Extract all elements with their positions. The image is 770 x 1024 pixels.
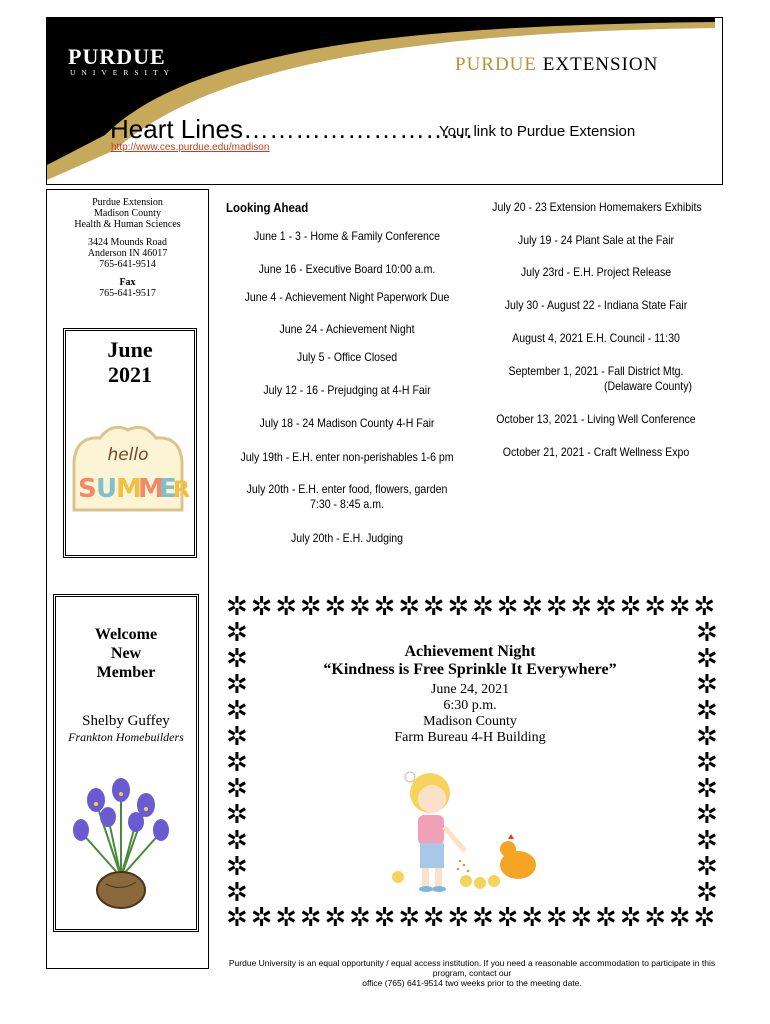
border-star-icon: ✲	[521, 592, 543, 622]
border-star-icon: ✲	[324, 592, 347, 622]
achievement-location: Madison County	[423, 714, 517, 729]
event-item: July 19 - 24 Plant Sale at the Fair	[517, 233, 675, 247]
border-star-icon: ✲	[373, 592, 396, 622]
border-star-icon: ✲	[696, 670, 718, 700]
border-star-icon: ✲	[693, 592, 716, 622]
svg-text:S: S	[78, 474, 97, 504]
border-star-icon: ✲	[696, 748, 718, 778]
border-star-icon: ✲	[595, 903, 617, 933]
extension-logo-extension: EXTENSION	[542, 54, 659, 75]
equal-opportunity-notice	[222, 958, 722, 988]
event-item: July 19th - E.H. enter non-perishables 1-6 pm	[240, 450, 454, 464]
iris-flowers-image	[66, 772, 176, 910]
event-item: July 12 - 16 - Prejudging at 4-H Fair	[263, 383, 431, 397]
month-title	[63, 337, 197, 387]
border-star-icon: ✲	[324, 903, 347, 933]
border-star-icon: ✲	[472, 903, 494, 933]
welcome-line: Welcome	[94, 626, 158, 643]
border-star-icon: ✲	[349, 592, 371, 622]
border-star-icon: ✲	[226, 774, 248, 804]
border-star-icon: ✲	[226, 670, 248, 700]
svg-text:M: M	[138, 474, 164, 504]
achievement-theme: “Kindness is Free Sprinkle It Everywhere”	[323, 661, 617, 678]
border-star-icon: ✲	[496, 592, 519, 622]
event-item-continued: 7:30 - 8:45 a.m.	[310, 497, 384, 511]
achievement-time: 6:30 p.m.	[443, 698, 497, 713]
achievement-date: June 24, 2021	[430, 682, 510, 697]
border-star-icon: ✲	[696, 696, 718, 726]
office-line: Madison County	[94, 208, 161, 219]
border-star-icon: ✲	[668, 903, 691, 933]
border-star-icon: ✲	[250, 903, 273, 933]
border-star-icon: ✲	[696, 774, 718, 804]
girl-feeding-chicks-image	[380, 765, 550, 900]
border-star-icon: ✲	[299, 903, 322, 933]
event-item: October 13, 2021 - Living Well Conference	[496, 412, 696, 426]
office-address: Anderson IN 46017	[87, 248, 168, 259]
border-star-icon: ✲	[696, 722, 718, 752]
event-item-continued: (Delaware County)	[603, 379, 693, 393]
masthead-swoosh	[0, 0, 770, 190]
border-star-icon: ✲	[422, 592, 445, 622]
event-item: July 20th - E.H. enter food, flowers, garden	[246, 482, 448, 496]
member-name: Shelby Guffey	[82, 713, 170, 729]
hello-summer-image	[66, 422, 190, 516]
event-item: June 16 - Executive Board 10:00 a.m.	[258, 262, 436, 276]
border-star-icon: ✲	[422, 903, 445, 933]
border-star-icon: ✲	[696, 826, 718, 856]
event-item: July 30 - August 22 - Indiana State Fair	[504, 298, 688, 312]
notice-line: Purdue University is an equal opportunity / equal access institution. If you need a reasonable accommodation to participate in this program, contact our	[228, 958, 716, 978]
office-address: 3424 Mounds Road	[88, 237, 167, 248]
border-star-icon: ✲	[226, 696, 248, 726]
website-link[interactable]: http://www.ces.purdue.edu/madison	[111, 142, 270, 153]
border-star-icon: ✲	[472, 592, 494, 622]
border-star-icon: ✲	[545, 903, 568, 933]
border-star-icon: ✲	[693, 903, 716, 933]
svg-text:E: E	[159, 474, 177, 504]
newsletter-title: Heart Lines……………………...	[110, 114, 473, 144]
notice-line: office (765) 641-9514 two weeks prior to the meeting date.	[362, 978, 582, 988]
border-star-icon: ✲	[226, 592, 248, 622]
purdue-logo: PURDUE	[68, 44, 166, 69]
border-star-icon: ✲	[226, 644, 248, 674]
member-club: Frankton Homebuilders	[68, 730, 184, 744]
border-star-icon: ✲	[275, 903, 297, 933]
border-star-icon: ✲	[226, 722, 248, 752]
welcome-line: New	[110, 645, 142, 662]
border-star-icon: ✲	[644, 592, 666, 622]
event-item: June 4 - Achievement Night Paperwork Due	[244, 290, 450, 304]
border-star-icon: ✲	[696, 644, 718, 674]
fax-label: Fax	[119, 277, 136, 288]
newsletter-tagline: Your link to Purdue Extension	[439, 123, 636, 140]
achievement-title: Achievement Night	[404, 643, 536, 660]
event-item: June 24 - Achievement Night	[279, 322, 415, 336]
border-star-icon: ✲	[226, 852, 248, 882]
svg-text:M: M	[116, 474, 142, 504]
border-star-icon: ✲	[250, 592, 273, 622]
svg-text:hello: hello	[107, 445, 149, 465]
border-star-icon: ✲	[226, 800, 248, 830]
office-line: Health & Human Sciences	[74, 219, 181, 230]
event-item: June 1 - 3 - Home & Family Conference	[253, 229, 441, 243]
purdue-university-wordmark: UNIVERSITY	[70, 68, 175, 77]
border-star-icon: ✲	[398, 592, 420, 622]
event-item: October 21, 2021 - Craft Wellness Expo	[502, 445, 690, 459]
month-name: June	[107, 337, 153, 362]
border-star-icon: ✲	[570, 592, 593, 622]
border-star-icon: ✲	[226, 826, 248, 856]
event-item: July 5 - Office Closed	[296, 350, 398, 364]
event-item: July 20th - E.H. Judging	[290, 531, 404, 545]
event-item: August 4, 2021 E.H. Council - 11:30	[512, 331, 680, 345]
border-star-icon: ✲	[595, 592, 617, 622]
border-star-icon: ✲	[644, 903, 666, 933]
event-item: July 23rd - E.H. Project Release	[520, 265, 672, 279]
office-fax: 765-641-9517	[99, 288, 156, 299]
border-star-icon: ✲	[619, 903, 642, 933]
office-line: Purdue Extension	[92, 197, 163, 208]
border-star-icon: ✲	[545, 592, 568, 622]
border-star-icon: ✲	[349, 903, 371, 933]
border-star-icon: ✲	[619, 592, 642, 622]
border-star-icon: ✲	[696, 618, 718, 648]
border-star-icon: ✲	[696, 878, 718, 908]
border-star-icon: ✲	[398, 903, 420, 933]
purdue-extension-logo	[455, 54, 658, 76]
border-star-icon: ✲	[668, 592, 691, 622]
event-item: September 1, 2021 - Fall District Mtg.	[508, 364, 684, 378]
border-star-icon: ✲	[447, 903, 470, 933]
achievement-building: Farm Bureau 4-H Building	[394, 730, 546, 745]
border-star-icon: ✲	[496, 903, 519, 933]
looking-ahead-heading: Looking Ahead	[226, 200, 309, 215]
border-star-icon: ✲	[299, 592, 322, 622]
event-item: July 18 - 24 Madison County 4-H Fair	[259, 416, 435, 430]
border-star-icon: ✲	[696, 852, 718, 882]
border-star-icon: ✲	[447, 592, 470, 622]
office-phone: 765-641-9514	[99, 259, 156, 270]
border-star-icon: ✲	[521, 903, 543, 933]
welcome-line: Member	[96, 664, 156, 681]
border-star-icon: ✲	[570, 903, 593, 933]
border-star-icon: ✲	[226, 748, 248, 778]
welcome-heading	[53, 625, 199, 682]
event-item: July 20 - 23 Extension Homemakers Exhibits	[492, 200, 702, 214]
svg-text:U: U	[96, 474, 118, 504]
month-year: 2021	[108, 362, 152, 387]
border-star-icon: ✲	[696, 800, 718, 830]
border-star-icon: ✲	[226, 618, 248, 648]
border-star-icon: ✲	[226, 878, 248, 908]
extension-logo-purdue: PURDUE	[455, 54, 538, 75]
border-star-icon: ✲	[275, 592, 297, 622]
office-contact	[56, 197, 199, 299]
border-star-icon: ✲	[226, 903, 248, 933]
svg-text:R: R	[173, 478, 190, 503]
border-star-icon: ✲	[373, 903, 396, 933]
